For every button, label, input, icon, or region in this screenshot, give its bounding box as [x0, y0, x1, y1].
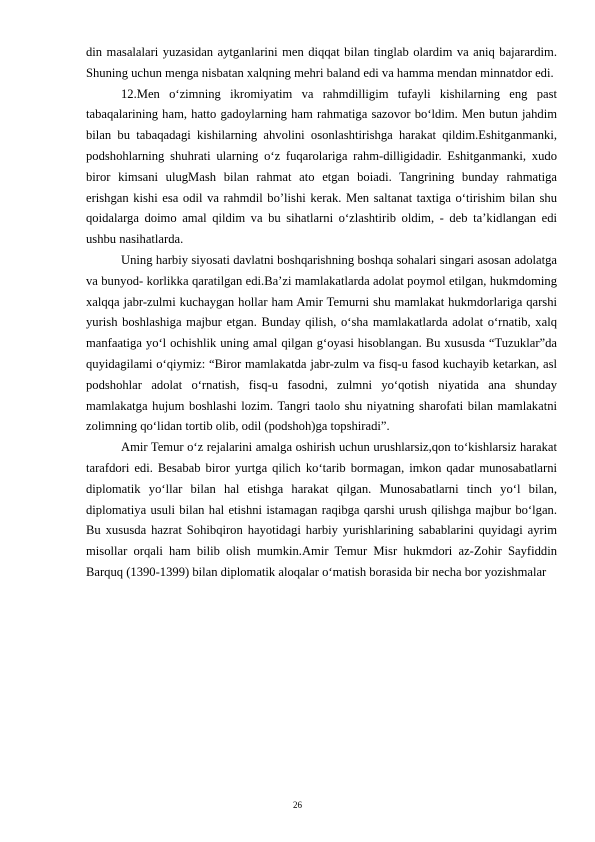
- paragraph-4: Amir Temur o‘z rejalarini amalga oshirish uchun urushlarsiz,qon to‘kishlarsiz harakat tarafdori edi. Besabab biror yurtga qilich ko‘tarib bormagan, imkon qadar munosabatlarni diplomatik yo‘llar bilan hal etishga harakat qilgan. Munosabatlarni tinch yo‘l bilan, diplomatiya usuli bilan hal etishni istamagan raqibga qarshi urush qilishga majbur bo‘lgan. Bu xususda hazrat Sohibqiron hayotidagi harbiy yurishlarining sabablarini quyidagi ayrim misollar orqali ham bilib olish mumkin.Amir Temur Misr hukmdori az-Zohir Sayfiddin Barquq (1390-1399) bilan diplomatik aloqalar o‘matish borasida bir necha bor yozishmalar: [86, 440, 557, 579]
- document-page: [86, 42, 557, 583]
- page-number: 26: [293, 800, 302, 810]
- paragraph-2: 12.Men o‘zimning ikromiyatim va rahmdilligim tufayli kishilarning eng past tabaqalarining ham, hatto gadoylarning ham rahmatiga sazovor bo‘ldim. Men butun jahdim bilan bu tabaqadagi kishilarning ahvolini osonlashtirishga harakat qildim.Eshitganmanki, podshohlarning shuhrati ularning o‘z fuqarolariga rahm-dilligidadir. Eshitganmanki, xudo biror kimsani ulugMash bilan rahmat ato etgan boiadi. Tangrining bunday rahmatiga erishgan kishi esa odil va rahmdil bo’lishi kerak. Men saltanat taxtiga o‘tirishim bilan shu qoidalarga doimo amal qildim va bu sihatlarni o‘zlashtirib oldim, - deb ta’kidlangan edi ushbu nasihatlarda.: [86, 86, 557, 247]
- paragraph-3: Uning harbiy siyosati davlatni boshqarishning boshqa sohalari singari asosan adolatga va bunyod- korlikka qaratilgan edi.Ba’zi mamlakatlarda adolat poymol etilgan, hukmdoming xalqqa jabr-zulmi kuchaygan hollar ham Amir Temurni shu mamlakat hukmdorlariga qarshi yurish boshlashiga majbur etgan. Bunday qilish, o‘sha mamlakatlarda adolat o‘rnatib, xalq manfaatiga yo‘l ochishlik uning amal qilgan g‘oyasi hisoblangan. Bu xususda “Tuzuklar”da quyidagilami o‘qiymiz: “Biror mamlakatda jabr-zulm va fisq-u fasod kuchayib ketarkan, asl podshohlar adolat o‘rnatish, fisq-u fasodni, zulmni yo‘qotish niyatida ana shunday mamlakatga hujum boshlashi lozim. Tangri taolo shu niyatning sharofati bilan mamlakatni zolimning qo‘lidan tortib olib, odil (podshoh)ga topshiradi”.: [86, 252, 557, 434]
- paragraph-1: din masalalari yuzasidan aytganlarini men diqqat bilan tinglab olardim va aniq bajarardim. Shuning uchun menga nisbatan xalqning mehri baland edi va hamma mendan minnatdor edi.: [86, 45, 557, 80]
